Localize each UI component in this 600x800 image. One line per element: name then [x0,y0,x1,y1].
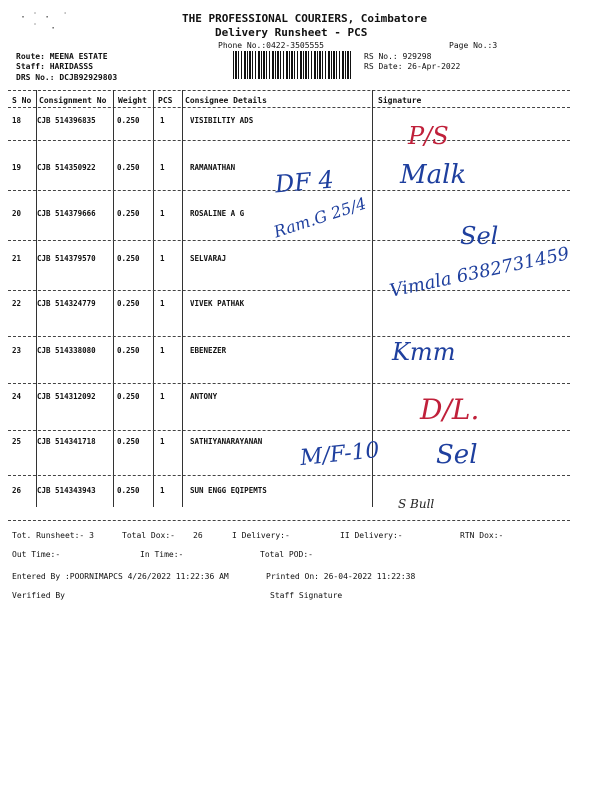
cell-weight: 0.250 [117,392,140,401]
cell-consignment: CJB 514341718 [37,437,96,446]
col-header-consignment: Consignment No [39,96,107,105]
handwritten-signature: S Bull [398,497,435,511]
total-dox-value: 26 [193,531,203,540]
handwritten-signature: Sel [436,440,478,470]
handwritten-note: DF 4 [273,165,335,199]
table-top-rule [8,90,570,91]
cell-sno: 24 [12,392,22,401]
cell-sno: 25 [12,437,22,446]
col-header-consignee: Consignee Details [185,96,267,105]
cell-pcs: 1 [160,116,165,125]
handwritten-note: D/L. [420,393,480,426]
cell-consignee: ANTONY [190,392,218,401]
cell-consignee: VISIBILTIY ADS [190,116,254,125]
row-rule [8,475,570,476]
cell-sno: 21 [12,254,22,263]
handwritten-note: M/F-10 [298,437,381,472]
cell-consignment: CJB 514324779 [37,299,96,308]
company-name: THE PROFESSIONAL COURIERS, Coimbatore [182,12,428,25]
rs-number: RS No.: 929298 [364,52,432,61]
cell-consignee: RAMANATHAN [190,163,236,172]
table-row [0,392,600,404]
i-delivery: I Delivery:- [232,531,290,540]
cell-consignee: VIVEK PATHAK [190,299,245,308]
tot-runsheet: Tot. Runsheet:- 3 [12,531,94,540]
col-header-weight: Weight [118,96,147,105]
in-time: In Time:- [140,550,184,559]
table-row [0,346,600,358]
cell-weight: 0.250 [117,116,140,125]
barcode [233,51,351,79]
handwritten-signature: Sel [460,222,499,250]
cell-consignment: CJB 514350922 [37,163,96,172]
cell-consignee: SATHIYANARAYANAN [190,437,263,446]
cell-consignment: CJB 514343943 [37,486,96,495]
cell-consignment: CJB 514312092 [37,392,96,401]
cell-sno: 20 [12,209,22,218]
cell-consignee: ROSALINE A G [190,209,245,218]
cell-sno: 19 [12,163,22,172]
document-title: Delivery Runsheet - PCS [215,26,368,39]
cell-pcs: 1 [160,437,165,446]
total-dox-label: Total Dox:- [122,531,175,540]
table-header-rule [8,107,570,108]
handwritten-note: Ram.G 25/4 [271,193,369,242]
cell-consignment: CJB 514338080 [37,346,96,355]
cell-weight: 0.250 [117,299,140,308]
cell-sno: 23 [12,346,22,355]
row-rule [8,290,570,291]
cell-pcs: 1 [160,392,165,401]
cell-pcs: 1 [160,299,165,308]
cell-pcs: 1 [160,209,165,218]
cell-consignment: CJB 514379570 [37,254,96,263]
rtn-dox: RTN Dox:- [460,531,504,540]
entered-by: Entered By :POORNIMAPCS 4/26/2022 11:22:36 AM [12,572,229,581]
rs-date: RS Date: 26-Apr-2022 [364,62,461,71]
handwritten-note: P/S [408,122,449,150]
drs-number: DRS No.: DCJB92929803 [16,73,118,82]
table-row [0,116,600,128]
cell-weight: 0.250 [117,346,140,355]
col-header-sno: S No [12,96,32,105]
cell-consignee: SUN ENGG EQIPEMTS [190,486,267,495]
ii-delivery: II Delivery:- [340,531,403,540]
cell-weight: 0.250 [117,163,140,172]
total-pod: Total POD:- [260,550,313,559]
row-rule [8,383,570,384]
col-header-pcs: PCS [158,96,173,105]
handwritten-signature: Vimala 6382731459 [387,243,572,302]
cell-sno: 26 [12,486,22,495]
cell-consignment: CJB 514396835 [37,116,96,125]
cell-consignment: CJB 514379666 [37,209,96,218]
phone-number: Phone No.:0422-3505555 [218,41,324,50]
col-header-signature: Signature [378,96,422,105]
table-row [0,486,600,498]
table-row [0,299,600,311]
cell-pcs: 1 [160,346,165,355]
cell-pcs: 1 [160,254,165,263]
cell-sno: 22 [12,299,22,308]
cell-weight: 0.250 [117,254,140,263]
verified-by: Verified By [12,591,65,600]
page-number: Page No.:3 [449,41,498,50]
handwritten-signature: Malk [400,160,467,190]
handwritten-signature: Kmm [392,338,456,366]
cell-sno: 18 [12,116,22,125]
staff: Staff: HARIDASSS [16,62,94,71]
cell-pcs: 1 [160,486,165,495]
scan-specks: · ˙ · ˙ ˙ · [20,12,69,34]
cell-weight: 0.250 [117,437,140,446]
row-rule [8,336,570,337]
cell-weight: 0.250 [117,209,140,218]
route: Route: MEENA ESTATE [16,52,108,61]
cell-consignee: EBENEZER [190,346,227,355]
cell-pcs: 1 [160,163,165,172]
out-time: Out Time:- [12,550,61,559]
cell-consignee: SELVARAJ [190,254,227,263]
row-rule [8,140,570,141]
cell-weight: 0.250 [117,486,140,495]
row-rule [8,430,570,431]
staff-signature-label: Staff Signature [270,591,343,600]
table-bottom-rule [8,520,570,521]
printed-on: Printed On: 26-04-2022 11:22:38 [266,572,416,581]
